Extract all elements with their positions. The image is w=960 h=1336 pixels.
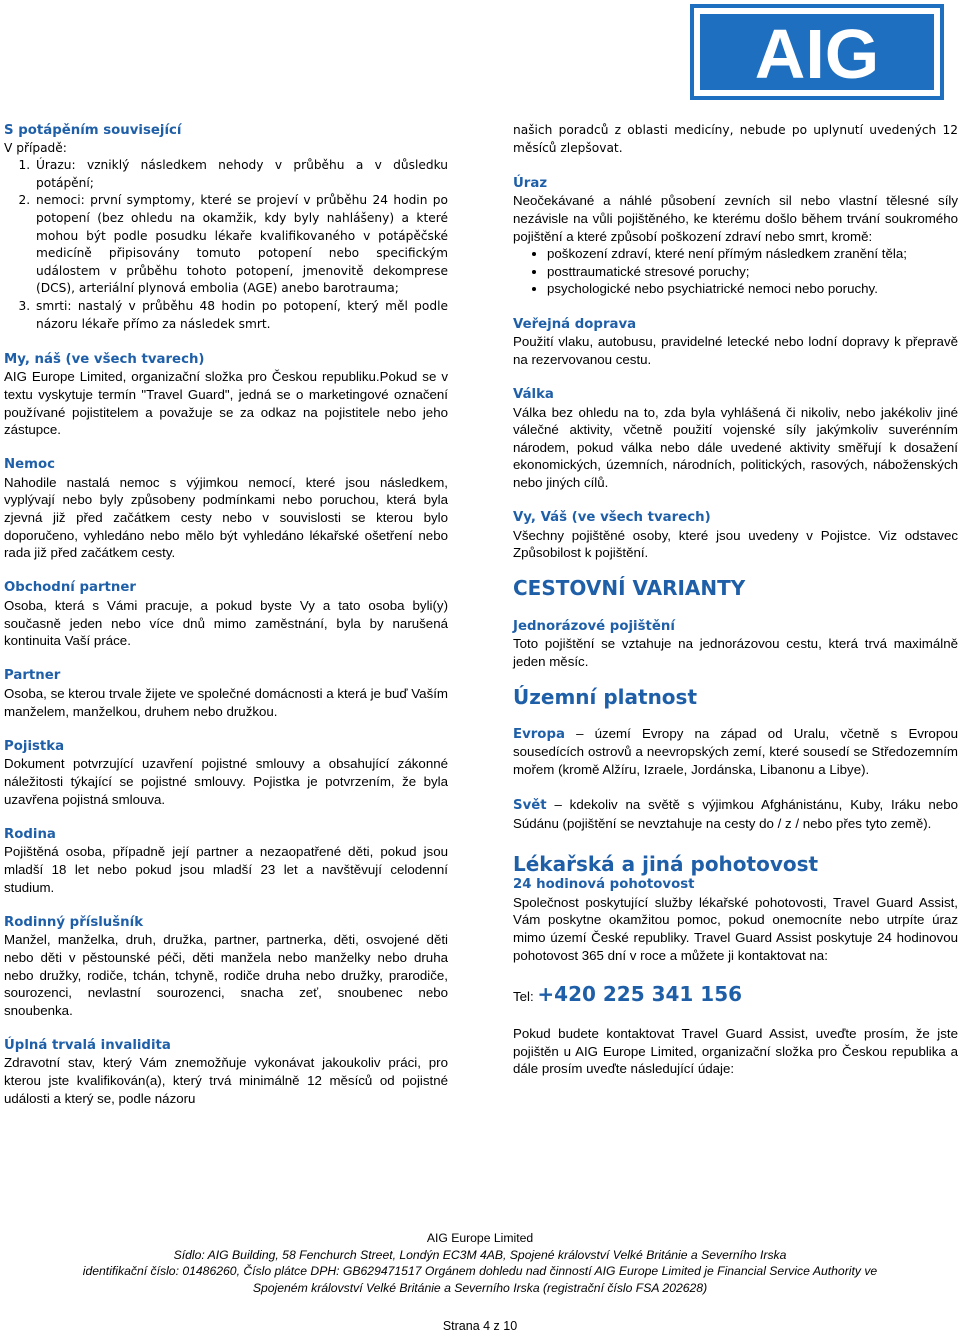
term-my: My, náš (ve všech tvarech) <box>4 351 205 367</box>
term-verejna-doprava: Veřejná doprava <box>513 316 637 332</box>
right-column <box>513 122 958 1078</box>
tel-label: Tel: <box>513 989 534 1005</box>
pojistka-text: Dokument potvrzující uzavření pojistné smlouvy a obsahující zákonné náležitosti týkající se pojistné smlouvy. Pojistka je potvrzením, že byla uzavřena pojistná smlouva. <box>4 756 448 807</box>
rodina-text: Pojištěná osoba, případně její partner a nezaopatřené děti, pokud jsou mladší 18 let nebo pokud jsou mladší 23 let a navštěvují celodenní studium. <box>4 844 448 895</box>
list-item: • psychologické nebo psychiatrické nemoci nebo poruchy. <box>547 280 958 298</box>
obchodni-partner-text: Osoba, která s Vámi pracuje, a pokud byste Vy a tato osoba byli(y) současně jeden nebo více dnů mimo zaměstnání, byla by narušená kontinuita Vaší práce. <box>4 598 448 649</box>
footer-registration-2: Spojeném království Velké Británie a Severního Irska (registrační číslo FSA 202628) <box>252 1280 708 1295</box>
rodinny-prislusnik-text: Manžel, manželka, druh, družka, partner, partnerka, děti, osvojené děti nebo děti v pěstounské péči, děti manžela nebo manželky nebo druha nebo družky, rodiče, tchán, tchyně, rodiče druha nebo družky, prarodiče, sourozenci, nevlastní sourozenci, snacha zeť, snoubenec nebo snoubenka. <box>4 932 448 1018</box>
left-column <box>4 122 448 1107</box>
list-item: 1. Úrazu: vzniklý následkem nehody v průběhu a v důsledku potápění; <box>34 157 448 192</box>
list-item: 3. smrti: nastalý v průběhu 48 hodin po potopení, který měl podle názoru lékaře přímo za následek smrt. <box>34 298 448 333</box>
term-obchodni-partner: Obchodní partner <box>4 580 136 596</box>
diving-intro: V případě: <box>4 140 67 155</box>
term-valka: Válka <box>513 386 554 402</box>
term-nemoc: Nemoc <box>4 457 56 473</box>
footer <box>0 1230 960 1296</box>
list-item: 2. nemoci: první symptomy, které se projeví v průběhu 24 hodin po potopení (bez ohledu na okamžik, kdy byly nahlášeny) a které mohou být podle posudku lékaře kvalifikovaného v potápěčské medicíně připisovány tomuto potopení nebo specifickým událostem v průběhu tohoto potopení, jmenovitě dekomprese (DCS), arteriální plynová embolia (AGE) anebo barotrauma; <box>34 192 448 298</box>
partner-text: Osoba, se kterou trvale žijete ve společné domácnosti a která je buď Vaším manželem, manželkou, druhem nebo družkou. <box>4 686 448 719</box>
diving-list <box>4 157 448 333</box>
term-rodinny-prislusnik: Rodinný příslušník <box>4 914 144 930</box>
subheading-24h: 24 hodinová pohotovost <box>513 877 695 893</box>
vy-text: Všechny pojištěné osoby, které jsou uvedeny v Pojistce. Viz odstavec Způsobilost k pojištění. <box>513 527 958 561</box>
valka-text: Válka bez ohledu na to, zda byla vyhlášená či nikoliv, nebo jakékoliv jiné válečné aktivity, včetně použití vojenské síly jakýmkoliv suverénním národem, pokud válka nebo dále uvedené aktivity směřují k dosažení ekonomických, územních, národních, politických, rasových, náboženských nebo jiných cílů. <box>513 404 958 490</box>
term-partner: Partner <box>4 668 61 684</box>
europa-text: – území Evropy na západ od Uralu, včetně s Evropou sousedících ostrovů a neevropských zemí, které sousedí se Středozemním mořem (kromě Alžíru, Izraele, Jordánska, Libanonu a Libye). <box>513 725 958 777</box>
verejna-doprava-text: Použití vlaku, autobusu, pravidelné letecké nebo lodní dopravy k přepravě na rezervovanou cestu. <box>513 334 958 367</box>
svet-label: Svět <box>513 798 547 813</box>
phone-number[interactable]: +420 225 341 156 <box>537 982 743 1007</box>
jednorazove-text: Toto pojištění se vztahuje na jednorázovou cestu, která trvá maximálně jeden měsíc. <box>513 636 958 670</box>
uraz-list <box>513 245 958 298</box>
list-item: • poškození zdraví, které není přímým následkem zranění těla; <box>547 245 958 263</box>
contact-text: Pokud budete kontaktovat Travel Guard Assist, uveďte prosím, že jste pojištěn u AIG Europe Limited, organizační složka pro Českou republika a dále prosím uveďte následující údaje: <box>513 1026 958 1077</box>
term-invalidita: Úplná trvalá invalidita <box>4 1037 171 1053</box>
footer-company: AIG Europe Limited <box>426 1231 534 1245</box>
invalidita-text: Zdravotní stav, který Vám znemožňuje vykonávat jakoukoliv práci, pro kterou jste kvalifikován(a), který trvá minimálně 12 měsíců od pojistné události a který se, podle názoru <box>4 1055 448 1106</box>
heading-cestovni-varianty: CESTOVNÍ VARIANTY <box>513 575 746 600</box>
europa-label: Evropa <box>513 726 565 742</box>
page-number: Strana 4 z 10 <box>442 1319 518 1333</box>
list-item: • posttraumatické stresové poruchy; <box>547 263 958 281</box>
footer-registration: identifikační číslo: 01486260, Číslo plátce DPH: GB629471517 Orgánem dohledu nad činností AIG Europe Limited je Financial Service Authority ve <box>82 1264 878 1278</box>
uraz-text: Neočekávané a náhlé působení zevních sil nebo vlastní tělesné síly nezávisle na vůli pojištěného, ke kterému došlo během trvání soukromého pojištění a které způsobí poškození zdraví nebo smrt, kromě: <box>513 193 958 244</box>
europa-paragraph <box>513 725 958 779</box>
phone-line <box>513 982 958 1009</box>
term-vy: Vy, Váš (ve všech tvarech) <box>513 510 711 526</box>
term-pojistka: Pojistka <box>4 738 65 754</box>
svet-text: – kdekoliv na světě s výjimkou Afghánistánu, Kuby, Iráku nebo Súdánu (pojištění se nevztahuje na cesty do / z / nebo přes tyto země). <box>513 797 958 831</box>
continued-text: našich poradců z oblasti medicíny, nebude po uplynutí uvedených 12 měsíců zlepšovat. <box>513 123 958 155</box>
subheading-jednorazove: Jednorázové pojištění <box>513 618 675 634</box>
svet-paragraph <box>513 796 958 832</box>
aig-logo <box>672 0 954 107</box>
emergency-text: Společnost poskytující služby lékařské pohotovosti, Travel Guard Assist, Vám poskytne okamžitou pomoc, pokud onemocníte nebo utrpíte úraz mimo území České republiky. Travel Guard Assist poskytuje 24 hodinovou pohotovost 365 dní v roce a můžete ji kontaktovat na: <box>513 894 958 963</box>
my-text: AIG Europe Limited, organizační složka pro Českou republiku.Pokud se v textu vyskytuje termín "Travel Guard", jedná se o marketingové označení používané pojistitelem a považuje se za odkaz na pojistitele nebo jeho zástupce. <box>4 369 448 438</box>
heading-uzemni-platnost: Územní platnost <box>513 684 698 709</box>
nemoc-text: Nahodile nastalá nemoc s výjimkou nemocí, které jsou následkem, vyplývají nebo byly způsobeny podmínkami nebo poruchou, která byla zjevná již před začátkem cesty nebo v souvislosti se kterou bylo doporučeno, vyhledáno nebo mělo být vyhledáno lékařské ošetření nebo rada již před začátkem cesty. <box>4 474 448 561</box>
term-uraz: Úraz <box>513 175 548 191</box>
heading-lekarska-pohotovost: Lékařská a jiná pohotovost <box>513 852 819 877</box>
term-diving: S potápěním související <box>4 123 182 138</box>
term-rodina: Rodina <box>4 826 56 842</box>
logo-text: AIG <box>754 15 880 93</box>
footer-address: Sídlo: AIG Building, 58 Fenchurch Street, Londýn EC3M 4AB, Spojené království Velké Británie a Severního Irska <box>173 1247 787 1262</box>
